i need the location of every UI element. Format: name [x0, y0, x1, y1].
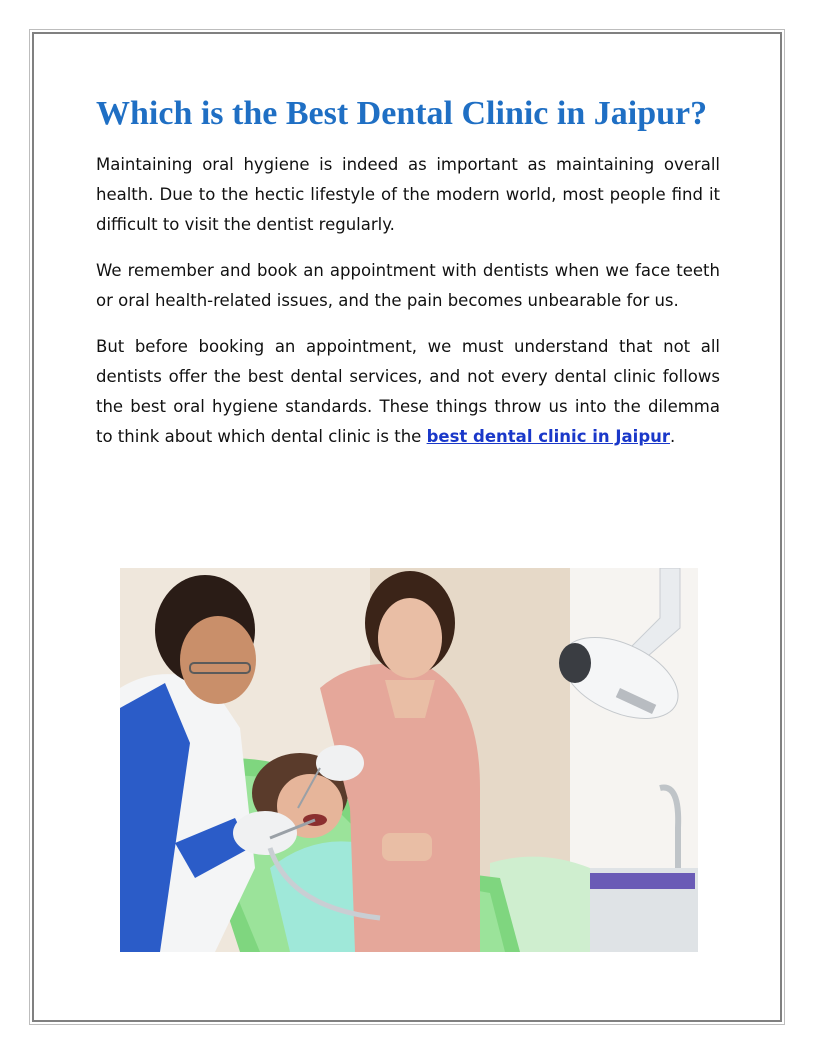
paragraph-2: We remember and book an appointment with dentists when we face teeth or oral health-related issues, and the pain becomes unbearable for us.: [96, 261, 720, 310]
document-body: [96, 92, 720, 468]
best-dental-clinic-link[interactable]: best dental clinic in Jaipur: [426, 427, 671, 446]
paragraph-3-text: But before booking an appointment, we must understand that not all dentists offer the best dental services, and not every dental clinic follows the best oral hygiene standards. These things throw us into the dilemma to think about which dental clinic is the: [96, 337, 720, 446]
paragraph-1: Maintaining oral hygiene is indeed as important as maintaining overall health. Due to the hectic lifestyle of the modern world, most people find it difficult to visit the dentist regularly.: [96, 155, 720, 234]
paragraph-3: [96, 332, 720, 452]
page-title: Which is the Best Dental Clinic in Jaipur?: [96, 95, 708, 132]
paragraph-3-end: .: [670, 427, 676, 446]
dental-clinic-photo: [120, 568, 698, 952]
